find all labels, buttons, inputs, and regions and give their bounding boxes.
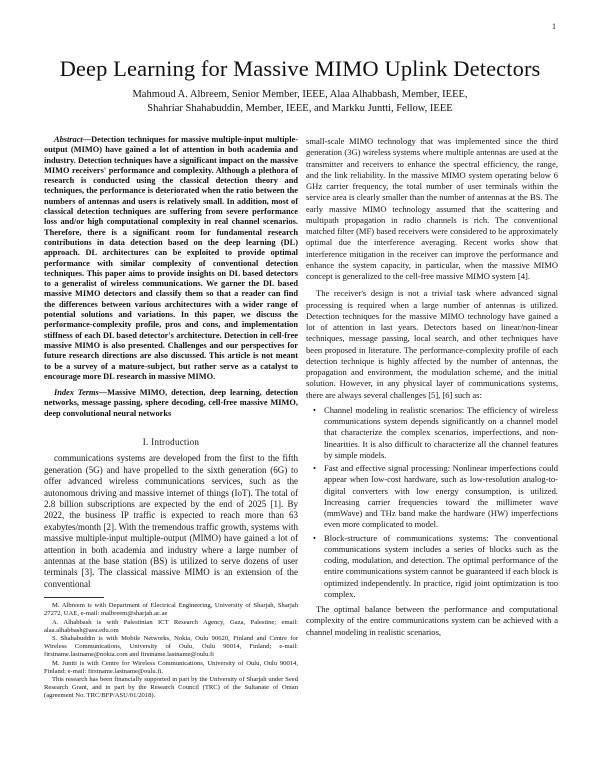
index-terms-label: Index Terms	[54, 388, 99, 398]
abstract	[44, 135, 298, 382]
body-paragraph: The receiver's design is not a trivial task where advanced signal processing is required when a large number of antennas is utilized. Detection techniques for the massive MIMO technology have gained a lot of attention in last years. Detectors based on linear/non-linear techniques, message passing, local search, and other techniques have been proposed in literature. The performance-complexity profile of each detection technique is highly affected by the number of antennas, the propagation and environment, the modulation scheme, and the initial solution. However, in any physical layer of communications systems, there are always several challenges [5], [6] such as:	[306, 288, 558, 400]
bullet-icon: •	[313, 404, 316, 415]
section-heading: I. Introduction	[142, 437, 200, 448]
bullet-icon: •	[313, 463, 316, 473]
list-item-text: Block-structure of communications systems: The conventional communications system includes a series of blocks such as the coding, modulation, and detection. The optimal performance of the entire communications system cannot be guaranteed if each block is optimized independently. In practice, rigid joint optimization is too complex.	[324, 532, 558, 599]
list-item	[313, 404, 558, 461]
body-paragraph: The optimal balance between the performance and computational complexity of the entire communications system can be achieved with a channel modeling in realistic scenarios,	[306, 604, 558, 637]
bullet-icon: •	[313, 532, 316, 543]
footnote: This research has been financially supported in part by the University of Sharjah under Seed Research Grant, and in part by the Research Council (TRC) of the Sultanate of Oman (agreement No. TRC/BFP/ASU/01/2018).	[44, 676, 298, 700]
footnote: M. Juntti is with Centre for Wireless Communications, University of Oulu, Oulu 90014, Finland; e-mail: firstname.lastname@oulu.fi.	[44, 659, 298, 675]
list-item	[313, 532, 558, 601]
page-number: 1	[552, 22, 556, 31]
list-item	[313, 463, 558, 531]
footnote: S. Shahabuddin is with Mobile Networks, Nokia, Oulu 90620, Finland and Centre for Wireless Communications, University of Oulu, Oulu 90014, Finland; e-mail: firstname.lastname@nokia.com and firstname.lastname@oulu.fi	[44, 635, 298, 659]
footnote: M. Albreem is with Department of Electrical Engineering, University of Sharjah, Sharjah 27272, UAE, e-mail: malbreem@sharjah.ac.ae	[44, 602, 298, 618]
abstract-label: Abstract	[54, 135, 83, 144]
footnote-divider	[44, 597, 104, 598]
list-item-text: Channel modeling in realistic scenarios: The efficiency of wireless communications system depends significantly on a channel model that characterize the complex scenarios, imperfections, and non-linearities. It is also difficult to characterize all the channel features by simple models.	[324, 404, 558, 460]
intro-paragraph: communications systems are developed from the first to the fifth generation (5G) and have propelled to the sixth generation (6G) to offer advanced wireless communications services, such as the autonomous driving and massive internet of things (IoT). The total of 2.8 billion subscriptions are expected by the end of 2025 [1]. By 2022, the business IP traffic is expected to reach more than 63 exabytes/month [2]. With the tremendous traffic growth, systems with massive multiple-input multiple-output (MIMO) have gained a lot of attention in both academia and industry where a large number of antennas at the base station (BS) is utilized to serve dozens of user terminals [3]. The classical massive MIMO is an extension of the conventional	[44, 453, 298, 589]
abstract-text: —Detection techniques for massive multiple-input multiple-output (MIMO) have gained a lot of attention in both academia and industry. Detection techniques have a significant impact on the massive MIMO receivers' performance and complexity. Although a plethora of research is conducted using the classical detection theory and techniques, the performance is deteriorated when the ratio between the numbers of antennas and users is relatively small. In addition, most of classical detection techniques are suffering from severe performance loss and/or high computational complexity in real channel scenarios. Therefore, there is a significant room for fundamental research contributions in data detection based on the deep learning (DL) approach. DL architectures can be exploited to provide optimal performance with similar complexity of conventional detection techniques. This paper aims to provide insights on DL based detectors to a generalist of wireless communications. We garner the DL based massive MIMO detectors and classify them so that a reader can find the differences between various architectures with a wider range of potential solutions and variations. In this paper, we discuss the performance-complexity profile, pros and cons, and implementation stiffness of each DL based detector's architecture. Detection in cell-free massive MIMO is also presented. Challenges and our perspectives for future research directions are also discussed. This article is not meant to be a survey of a mature-subject, but rather serve as a catalyst to encourage more DL research in massive MIMO.	[44, 135, 298, 381]
paper-title: Deep Learning for Massive MIMO Uplink Detectors	[59, 56, 541, 81]
footnote: A. Alhabbash is with Palestinian ICT Research Agency, Gaza, Palestine; email: alaa.alhabbash@asu.edu.om	[44, 618, 298, 634]
authors-line-1: Mahmoud A. Albreem, Senior Member, IEEE, Alaa Alhabbash, Member, IEEE,	[132, 89, 468, 100]
index-terms	[44, 388, 298, 419]
right-column	[306, 136, 558, 638]
authors-line-2: Shahriar Shahabuddin, Member, IEEE, and Markku Juntti, Fellow, IEEE	[147, 103, 453, 114]
body-paragraph: small-scale MIMO technology that was implemented since the third generation (3G) wireless systems where multiple antennas are used at the transmitter and receivers to enhance the spectral efficiency, the range, and the link reliability. In the massive MIMO system operating below 6 GHz carrier frequency, the total number of user terminals within the service area is clearly smaller than the number of antennas at the BS. The early massive MIMO technology assumed that the scattering and multipath propagation in radio channels is rich. The conventional matched filter (MF) based receivers were considered to be approximately optimal due the interference averaging. Recent works show that interference mitigation in the receiver can improve the performance and enhance the system capacity, in particular, when the massive MIMO concept is generalized to the cell-free massive MIMO system [4].	[306, 136, 558, 281]
left-column	[44, 135, 298, 701]
author-list	[60, 88, 540, 116]
challenge-list	[306, 405, 558, 600]
list-item-text: Fast and effective signal processing: Nonlinear imperfections could appear when low-cost hardware, such as low-resolution analog-to-digital converters with low energy consumption, is utilized. Increasing carrier frequencies toward the millimeter wave (mmWave) and THz band make the hardware (HW) imperfections even more complicated to model.	[324, 463, 558, 530]
index-terms-text: —Massive MIMO, detection, deep learning, detection networks, message passing, sphere decoding, cell-free massive MIMO, deep convolutional neural networks	[44, 388, 298, 418]
